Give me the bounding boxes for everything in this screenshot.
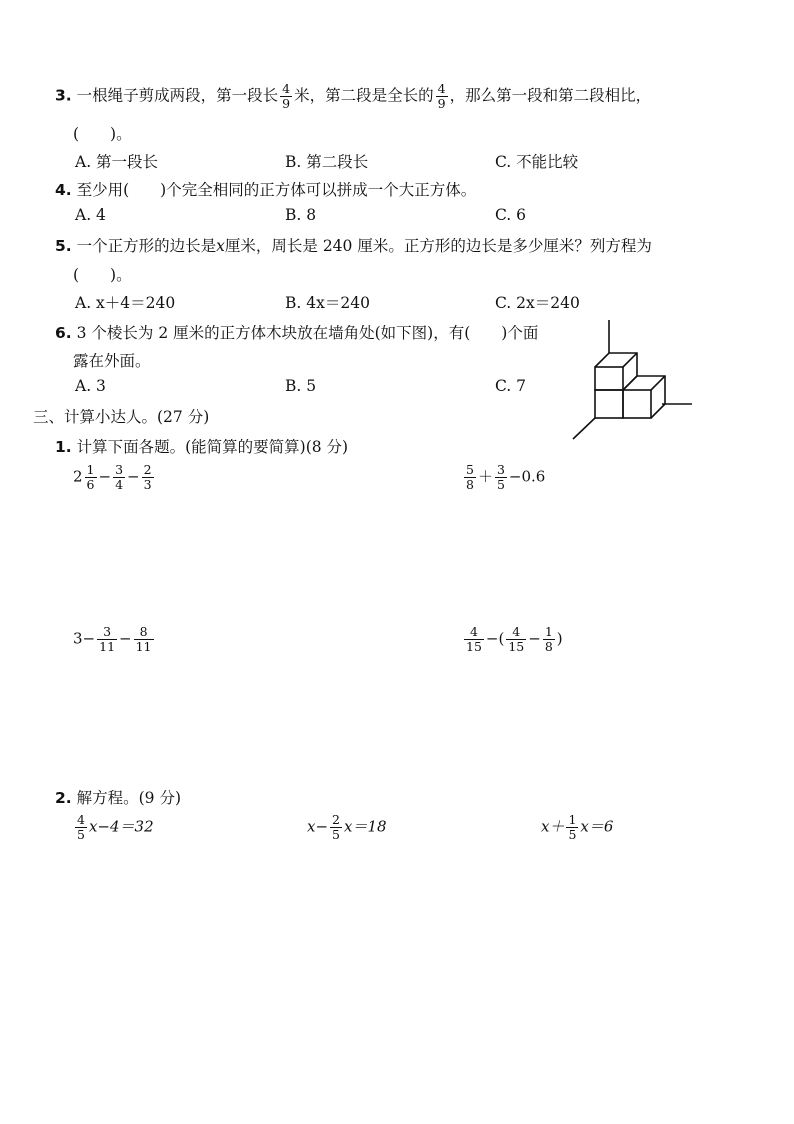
q5-option-c: C. 2x＝240 <box>495 294 580 312</box>
equation-3: x＋ $\frac{1}{5}$ x＝6 <box>541 812 614 842</box>
q3-number: 3. <box>55 86 72 105</box>
equation-2: x− $\frac{2}{5}$ x＝18 <box>307 812 387 842</box>
calc-expr-3: 3− $\frac{3}{11}$ − $\frac{8}{11}$ <box>73 624 152 654</box>
q5-number: 5. <box>55 237 72 255</box>
q4-number: 4. <box>55 181 72 199</box>
q3-text-a: 一根绳子剪成两段，第一段长 <box>76 86 279 105</box>
q5-text-a: 一个正方形的边长是 <box>76 237 217 255</box>
s3-p1-heading <box>55 435 348 457</box>
calc-expr-2: $\frac{5}{8}$ ＋ $\frac{3}{5}$ −0.6 <box>466 462 546 492</box>
q5-var: x <box>216 237 225 255</box>
s3-p2-title: 解方程。(9 分) <box>76 789 182 807</box>
equation-1: $\frac{4}{5}$ x−4＝32 <box>77 812 154 842</box>
q3-line1 <box>55 82 651 111</box>
q6-option-b: B. 5 <box>285 377 317 395</box>
calc-expr-1: 2 $\frac{1}{6}$ − $\frac{3}{4}$ − $\frac{2}{3}$ <box>73 462 152 492</box>
q4-line <box>55 178 476 200</box>
q5-option-b: B. 4x＝240 <box>285 294 370 312</box>
q3-option-b: B. 第二段长 <box>285 153 369 171</box>
q3-text-b: 米，第二段是全长的 <box>294 86 434 105</box>
corner-cubes-figure <box>565 315 700 445</box>
s3-p1-number: 1. <box>55 438 72 456</box>
q6-text-line2: 露在外面。 <box>73 352 151 370</box>
q5-line1 <box>55 234 652 256</box>
section3-title: 三、计算小达人。(27 分) <box>33 408 210 426</box>
q5-blank: ( )。 <box>73 266 132 284</box>
q5-text-b: 厘米，周长是 240 厘米。正方形的边长是多少厘米？列方程为 <box>224 237 652 255</box>
q5-option-a: A. x＋4＝240 <box>75 294 176 312</box>
s3-p1-title: 计算下面各题。(能简算的要简算)(8 分) <box>76 438 349 456</box>
q3-frac2: $\frac{4}{9}$ <box>437 81 446 111</box>
q3-option-a: A. 第一段长 <box>75 153 159 171</box>
q4-option-c: C. 6 <box>495 206 527 224</box>
q3-frac1: $\frac{4}{9}$ <box>282 81 291 111</box>
q4-option-a: A. 4 <box>75 206 106 224</box>
q6-number: 6. <box>55 324 72 342</box>
q3-text-c: ，那么第一段和第二段相比， <box>449 86 652 105</box>
q6-option-a: A. 3 <box>75 377 106 395</box>
s3-p2-heading <box>55 786 181 808</box>
q6-option-c: C. 7 <box>495 377 527 395</box>
q3-option-c: C. 不能比较 <box>495 153 579 171</box>
q4-text: 至少用( )个完全相同的正方体可以拼成一个大正方体。 <box>76 181 477 199</box>
s3-p2-number: 2. <box>55 789 72 807</box>
q4-option-b: B. 8 <box>285 206 317 224</box>
q6-text-line1: 3 个棱长为 2 厘米的正方体木块放在墙角处(如下图)，有( )个面 <box>76 324 539 342</box>
q3-blank: ( )。 <box>73 125 132 143</box>
calc-expr-4: $\frac{4}{15}$ −( $\frac{4}{15}$ − $\frac{1}{8}$ ) <box>466 624 563 654</box>
q6-line1 <box>55 321 538 343</box>
